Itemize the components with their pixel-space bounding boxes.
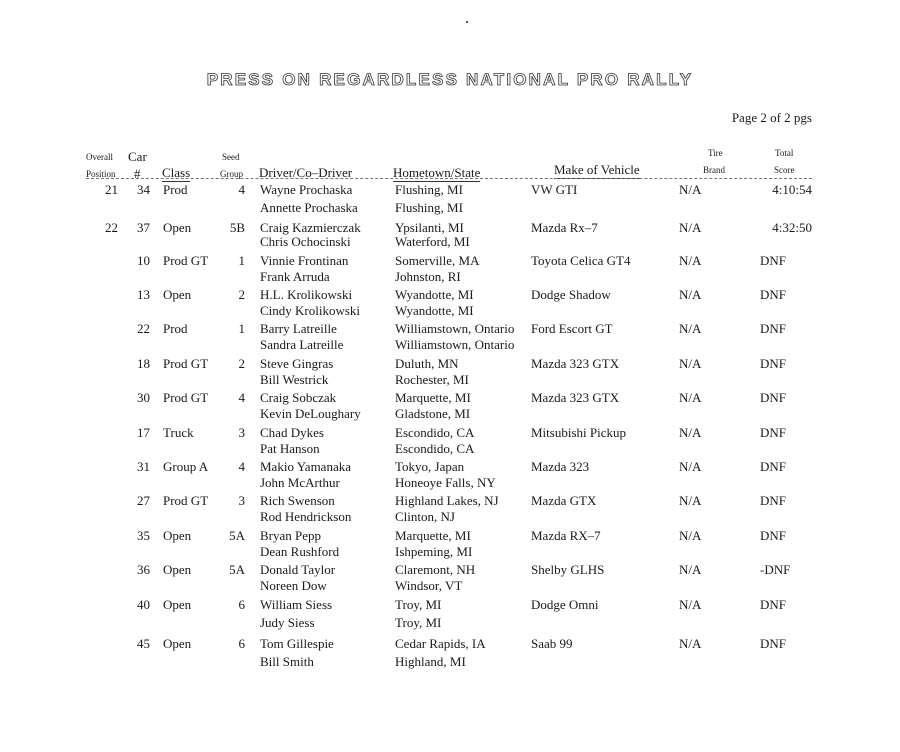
cell-home1: Somerville, MA xyxy=(395,253,480,268)
header-overall-bottom: Position xyxy=(86,169,116,179)
cell-driver: H.L. Krolikowski xyxy=(260,287,353,302)
cell-home2: Flushing, MI xyxy=(395,200,463,215)
cell-seed: 5A xyxy=(229,528,245,543)
cell-class: Prod GT xyxy=(163,390,209,405)
cell-codriver: Annette Prochaska xyxy=(260,200,358,215)
cell-home1: Williamstown, Ontario xyxy=(395,321,515,336)
cell-seed: 4 xyxy=(238,390,245,405)
cell-codriver: Bill Smith xyxy=(260,654,314,669)
cell-score: DNF xyxy=(760,636,787,651)
cell-score: DNF xyxy=(760,287,787,302)
cell-home2: Highland, MI xyxy=(395,654,466,669)
header-hometown: Hometown/State xyxy=(393,165,481,180)
cell-make: Ford Escort GT xyxy=(531,321,613,336)
cell-class: Open xyxy=(163,220,192,235)
cell-codriver: Judy Siess xyxy=(260,615,315,630)
document-title: PRESS ON REGARDLESS NATIONAL PRO RALLY xyxy=(206,70,694,89)
cell-make: Saab 99 xyxy=(531,636,573,651)
cell-class: Group A xyxy=(163,459,209,474)
cell-make: Mazda RX–7 xyxy=(531,528,601,543)
cell-tire: N/A xyxy=(679,356,702,371)
cell-codriver: Rod Hendrickson xyxy=(260,509,352,524)
cell-codriver: Noreen Dow xyxy=(260,578,327,593)
cell-home2: Rochester, MI xyxy=(395,372,469,387)
cell-home2: Wyandotte, MI xyxy=(395,303,474,318)
cell-home2: Troy, MI xyxy=(395,615,442,630)
cell-pos: 22 xyxy=(105,220,118,235)
cell-codriver: Chris Ochocinski xyxy=(260,234,351,249)
cell-score: DNF xyxy=(760,390,787,405)
cell-score: -DNF xyxy=(760,562,791,577)
cell-car: 13 xyxy=(137,287,150,302)
header-seed-bottom: Group xyxy=(220,169,243,179)
cell-tire: N/A xyxy=(679,459,702,474)
cell-driver: Chad Dykes xyxy=(260,425,324,440)
cell-class: Prod GT xyxy=(163,356,209,371)
cell-car: 31 xyxy=(137,459,150,474)
cell-tire: N/A xyxy=(679,287,702,302)
header-overall-top: Overall xyxy=(86,152,113,162)
cell-home1: Escondido, CA xyxy=(395,425,475,440)
cell-tire: N/A xyxy=(679,220,702,235)
cell-car: 45 xyxy=(137,636,150,651)
cell-car: 36 xyxy=(137,562,150,577)
cell-score: 4:10:54 xyxy=(772,182,812,197)
cell-score: DNF xyxy=(760,493,787,508)
cell-home2: Williamstown, Ontario xyxy=(395,337,515,352)
cell-home1: Cedar Rapids, IA xyxy=(395,636,486,651)
cell-car: 18 xyxy=(137,356,150,371)
cell-home2: Escondido, CA xyxy=(395,441,475,456)
cell-driver: Steve Gingras xyxy=(260,356,334,371)
cell-seed: 6 xyxy=(238,597,245,612)
page-number: Page 2 of 2 pgs xyxy=(731,110,812,125)
cell-tire: N/A xyxy=(679,425,702,440)
cell-home1: Marquette, MI xyxy=(395,528,471,543)
header-car-top: Car xyxy=(128,149,147,164)
cell-home1: Ypsilanti, MI xyxy=(395,220,464,235)
cell-seed: 5B xyxy=(229,220,245,235)
cell-score: DNF xyxy=(760,459,787,474)
cell-codriver: Cindy Krolikowski xyxy=(260,303,361,318)
cell-make: Mitsubishi Pickup xyxy=(531,425,626,440)
cell-car: 10 xyxy=(137,253,150,268)
cell-driver: Donald Taylor xyxy=(260,562,336,577)
cell-home2: Johnston, RI xyxy=(395,269,461,284)
cell-seed: 3 xyxy=(238,425,245,440)
cell-home1: Highland Lakes, NJ xyxy=(395,493,499,508)
cell-driver: Craig Sobczak xyxy=(260,390,337,405)
cell-car: 37 xyxy=(137,220,150,235)
cell-seed: 6 xyxy=(238,636,245,651)
cell-codriver: Dean Rushford xyxy=(260,544,340,559)
cell-seed: 5A xyxy=(229,562,245,577)
cell-class: Truck xyxy=(163,425,194,440)
cell-car: 40 xyxy=(137,597,150,612)
cell-tire: N/A xyxy=(679,253,702,268)
cell-driver: William Siess xyxy=(260,597,333,612)
header-divider xyxy=(86,178,812,179)
cell-home2: Clinton, NJ xyxy=(395,509,455,524)
cell-tire: N/A xyxy=(679,182,702,197)
cell-tire: N/A xyxy=(679,390,702,405)
cell-home1: Duluth, MN xyxy=(395,356,459,371)
cell-driver: Wayne Prochaska xyxy=(260,182,353,197)
cell-car: 34 xyxy=(137,182,150,197)
header-seed-top: Seed xyxy=(222,152,240,162)
cell-score: DNF xyxy=(760,597,787,612)
cell-class: Prod GT xyxy=(163,493,209,508)
cell-car: 35 xyxy=(137,528,150,543)
cell-driver: Craig Kazmierczak xyxy=(260,220,361,235)
cell-tire: N/A xyxy=(679,493,702,508)
header-make: Make of Vehicle xyxy=(554,162,640,177)
cell-codriver: Sandra Latreille xyxy=(260,337,344,352)
cell-make: VW GTI xyxy=(531,182,578,197)
header-score-bottom: Score xyxy=(774,165,795,175)
cell-tire: N/A xyxy=(679,597,702,612)
cell-class: Open xyxy=(163,562,192,577)
cell-class: Prod xyxy=(163,321,188,336)
cell-home2: Waterford, MI xyxy=(395,234,470,249)
cell-seed: 1 xyxy=(238,253,245,268)
cell-class: Prod GT xyxy=(163,253,209,268)
cell-tire: N/A xyxy=(679,528,702,543)
cell-make: Shelby GLHS xyxy=(531,562,605,577)
cell-codriver: John McArthur xyxy=(260,475,340,490)
header-driver: Driver/Co–Driver xyxy=(259,165,353,180)
cell-home2: Windsor, VT xyxy=(395,578,463,593)
cell-make: Mazda 323 xyxy=(531,459,590,474)
cell-make: Dodge Omni xyxy=(531,597,599,612)
cell-score: DNF xyxy=(760,321,787,336)
cell-seed: 2 xyxy=(238,287,245,302)
cell-driver: Rich Swenson xyxy=(260,493,335,508)
cell-driver: Barry Latreille xyxy=(260,321,337,336)
cell-codriver: Pat Hanson xyxy=(260,441,320,456)
cell-class: Open xyxy=(163,636,192,651)
cell-home1: Claremont, NH xyxy=(395,562,476,577)
cell-home2: Gladstone, MI xyxy=(395,406,471,421)
cell-codriver: Frank Arruda xyxy=(260,269,330,284)
header-class: Class xyxy=(162,165,191,180)
header-car-bottom: # xyxy=(134,166,141,181)
cell-class: Open xyxy=(163,528,192,543)
cell-car: 17 xyxy=(137,425,150,440)
scan-speck xyxy=(466,21,468,23)
cell-class: Open xyxy=(163,597,192,612)
cell-driver: Tom Gillespie xyxy=(260,636,334,651)
cell-tire: N/A xyxy=(679,321,702,336)
cell-make: Mazda Rx–7 xyxy=(531,220,598,235)
cell-home1: Flushing, MI xyxy=(395,182,463,197)
cell-score: DNF xyxy=(760,528,787,543)
cell-make: Mazda 323 GTX xyxy=(531,356,620,371)
cell-home2: Honeoye Falls, NY xyxy=(395,475,496,490)
cell-make: Toyota Celica GT4 xyxy=(531,253,631,268)
cell-score: DNF xyxy=(760,356,787,371)
cell-home1: Troy, MI xyxy=(395,597,442,612)
cell-car: 22 xyxy=(137,321,150,336)
header-tire-top: Tire xyxy=(708,148,723,158)
cell-seed: 4 xyxy=(238,459,245,474)
cell-make: Mazda GTX xyxy=(531,493,597,508)
cell-class: Open xyxy=(163,287,192,302)
cell-make: Mazda 323 GTX xyxy=(531,390,620,405)
cell-seed: 3 xyxy=(238,493,245,508)
cell-home1: Wyandotte, MI xyxy=(395,287,474,302)
cell-home1: Tokyo, Japan xyxy=(395,459,465,474)
header-score-top: Total xyxy=(775,148,794,158)
cell-driver: Makio Yamanaka xyxy=(260,459,351,474)
cell-car: 30 xyxy=(137,390,150,405)
cell-score: DNF xyxy=(760,425,787,440)
cell-home1: Marquette, MI xyxy=(395,390,471,405)
cell-tire: N/A xyxy=(679,562,702,577)
header-tire-bottom: Brand xyxy=(703,165,725,175)
cell-tire: N/A xyxy=(679,636,702,651)
cell-seed: 1 xyxy=(238,321,245,336)
cell-codriver: Bill Westrick xyxy=(260,372,329,387)
cell-score: DNF xyxy=(760,253,787,268)
cell-pos: 21 xyxy=(105,182,118,197)
cell-driver: Vinnie Frontinan xyxy=(260,253,349,268)
cell-score: 4:32:50 xyxy=(772,220,812,235)
cell-seed: 2 xyxy=(238,356,245,371)
cell-home2: Ishpeming, MI xyxy=(395,544,473,559)
cell-codriver: Kevin DeLoughary xyxy=(260,406,361,421)
cell-driver: Bryan Pepp xyxy=(260,528,322,543)
cell-make: Dodge Shadow xyxy=(531,287,611,302)
cell-class: Prod xyxy=(163,182,188,197)
cell-car: 27 xyxy=(137,493,150,508)
cell-seed: 4 xyxy=(238,182,245,197)
